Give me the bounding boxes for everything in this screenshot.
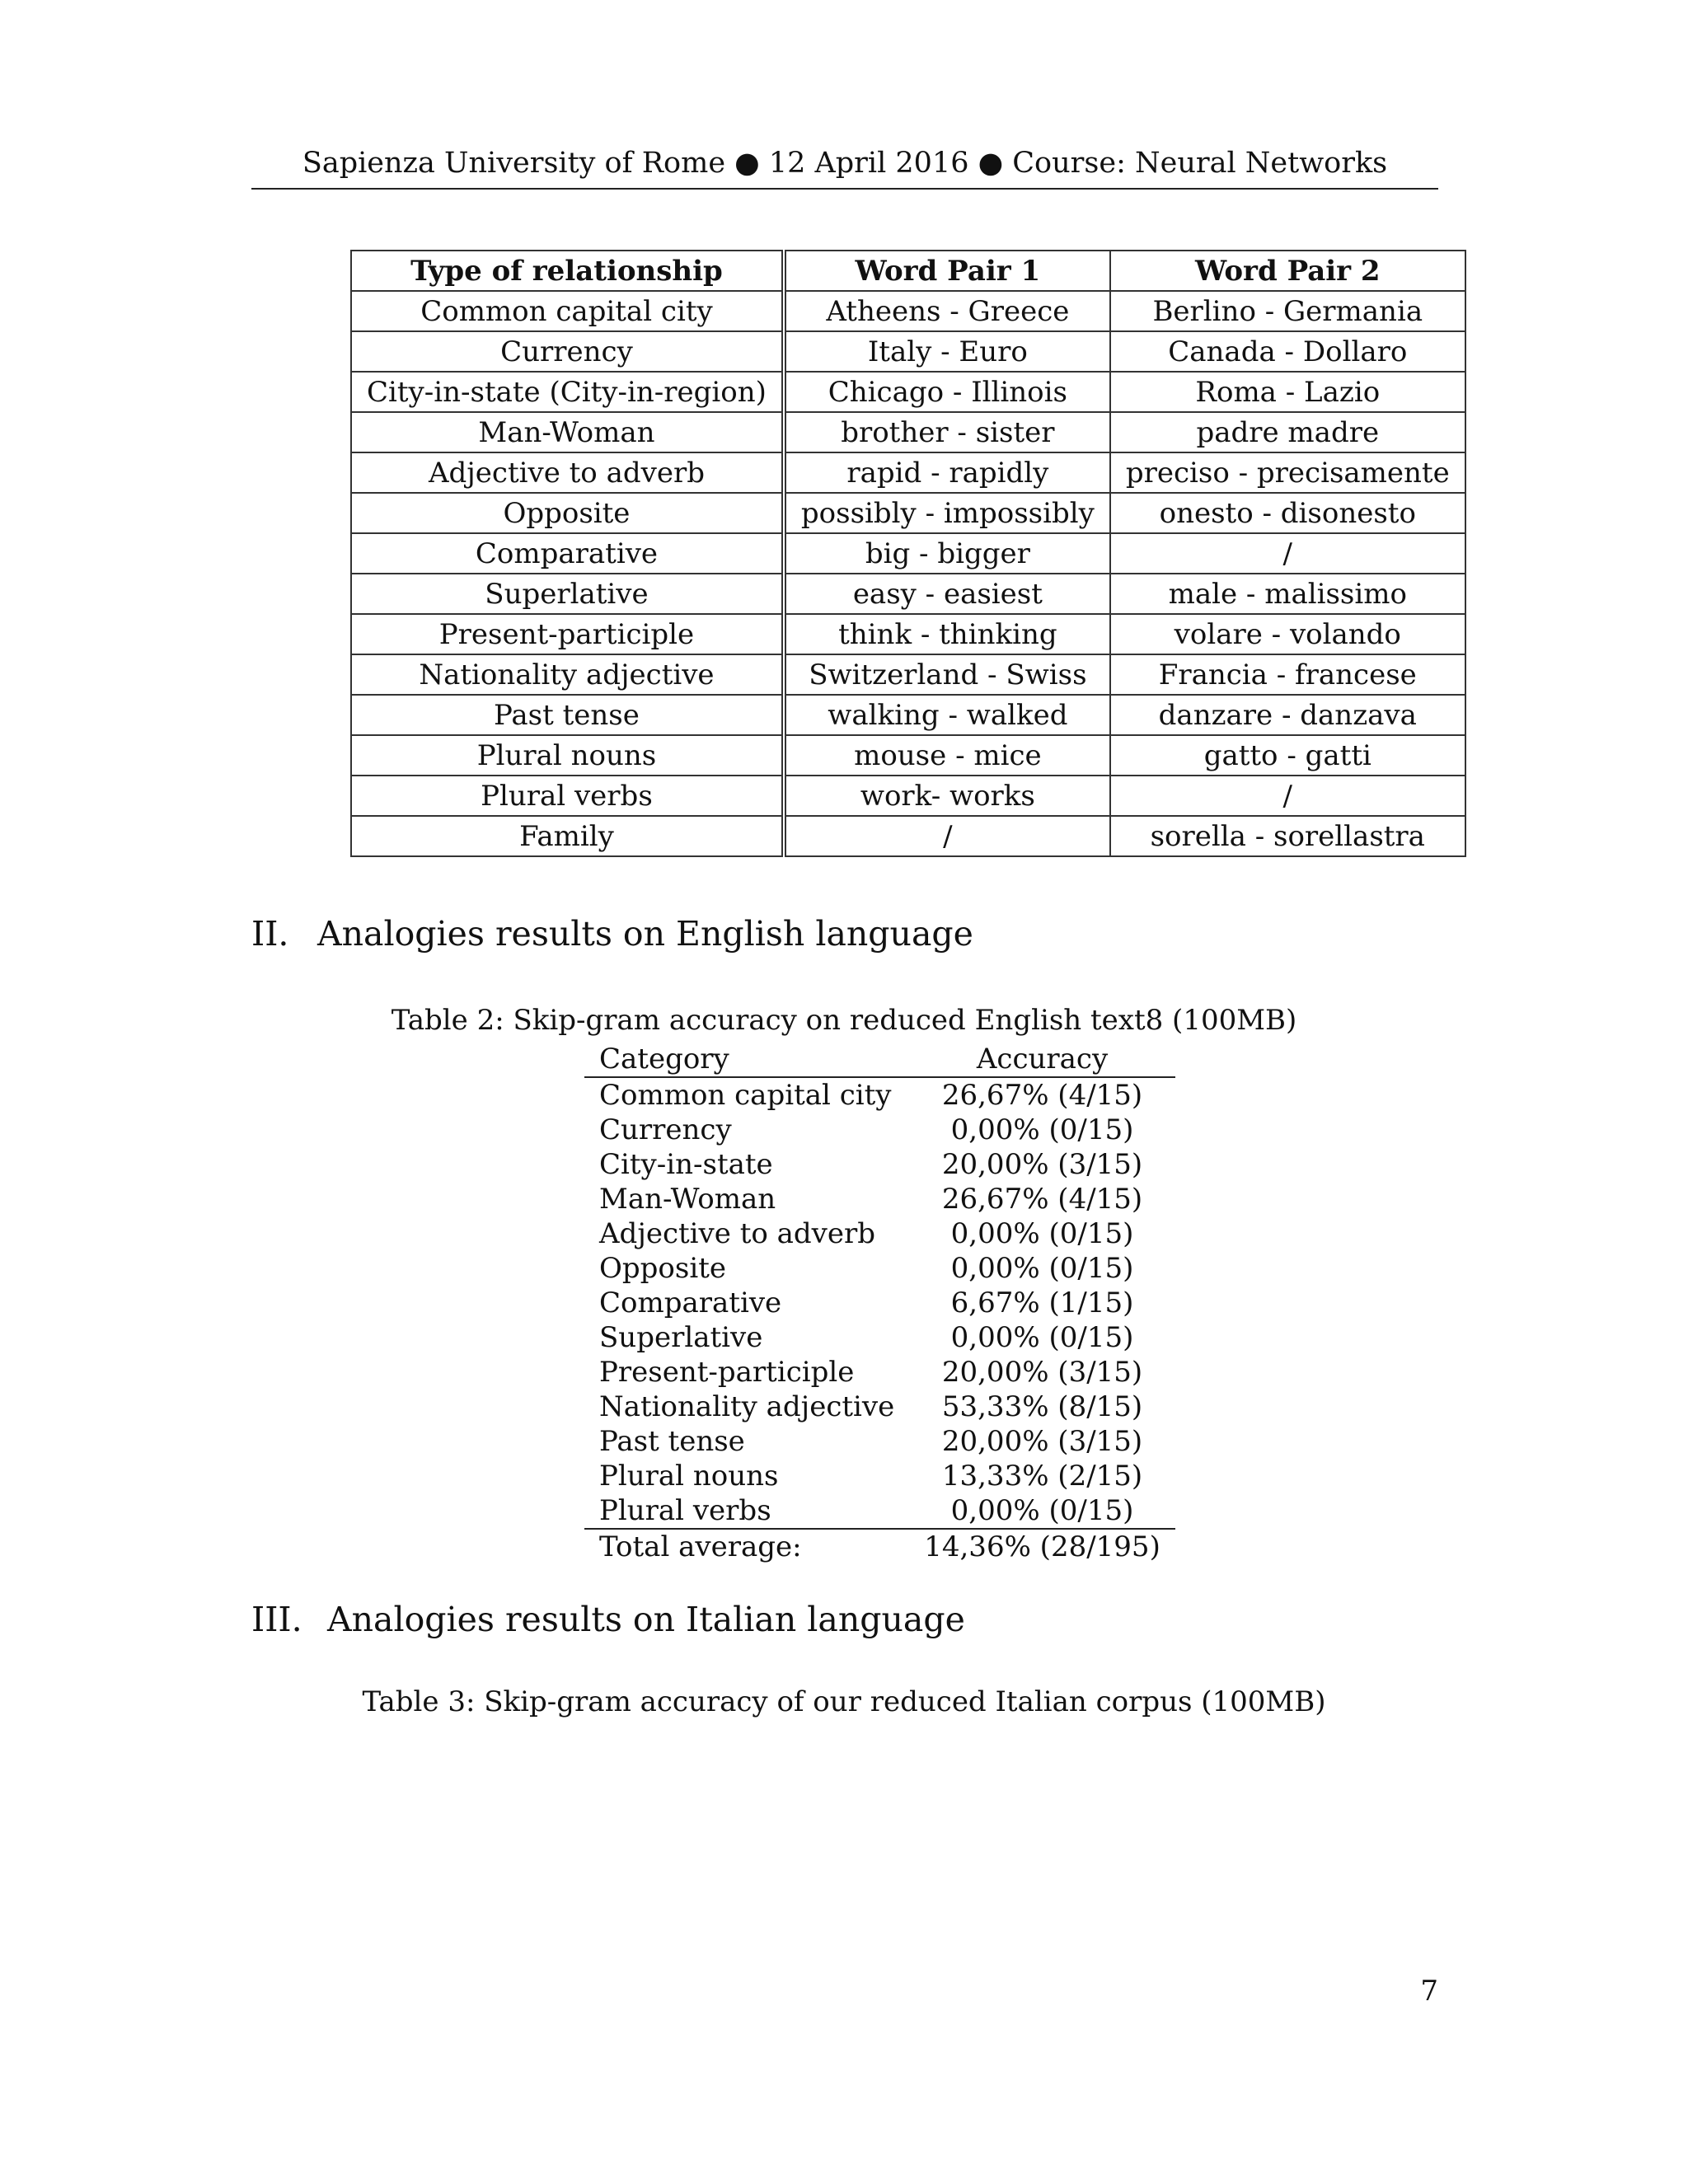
word-pair-1-cell: mouse - mice: [784, 735, 1110, 776]
accuracy-cell: 0,00% (0/15): [950, 1252, 1134, 1285]
word-pair-table-body: [351, 291, 1465, 856]
category-cell: Plural verbs: [599, 1494, 771, 1527]
word-pair-1-cell: Italy - Euro: [784, 331, 1110, 372]
accuracy-cell: 13,33% (2/15): [941, 1460, 1143, 1493]
relationship-cell: Nationality adjective: [351, 654, 784, 695]
section-heading-italian: [251, 1599, 965, 1640]
word-pair-1-cell: big - bigger: [784, 533, 1110, 574]
table-row: [584, 1147, 1175, 1182]
relationship-cell: Plural verbs: [351, 776, 784, 816]
table-row: [584, 1459, 1175, 1493]
relationship-cell: Past tense: [351, 695, 784, 735]
total-value: 14,36% (28/195): [909, 1529, 1175, 1564]
column-header-word-pair-1: Word Pair 1: [784, 251, 1110, 291]
table-row: [351, 493, 1465, 533]
table-row: [351, 695, 1465, 735]
relationship-cell: Common capital city: [351, 291, 784, 331]
category-cell: Common capital city: [599, 1079, 892, 1112]
category-cell: Nationality adjective: [599, 1390, 895, 1423]
word-pair-2-cell: sorella - sorellastra: [1110, 816, 1465, 856]
word-pair-2-cell: preciso - precisamente: [1110, 452, 1465, 493]
word-pair-1-cell: rapid - rapidly: [784, 452, 1110, 493]
table-row: [584, 1286, 1175, 1320]
word-pair-1-cell: walking - walked: [784, 695, 1110, 735]
relationship-cell: City-in-state (City-in-region): [351, 372, 784, 412]
table-row: [351, 291, 1465, 331]
word-pair-2-cell: Francia - francese: [1110, 654, 1465, 695]
word-pair-1-cell: think - thinking: [784, 614, 1110, 654]
word-pair-2-cell: /: [1110, 533, 1465, 574]
accuracy-cell: 0,00% (0/15): [950, 1113, 1134, 1146]
word-pair-2-cell: onesto - disonesto: [1110, 493, 1465, 533]
word-pair-2-cell: Berlino - Germania: [1110, 291, 1465, 331]
category-cell: Present-participle: [599, 1356, 855, 1389]
relationship-cell: Opposite: [351, 493, 784, 533]
category-cell: Comparative: [599, 1286, 782, 1319]
accuracy-cell: 20,00% (3/15): [941, 1356, 1143, 1389]
word-pair-2-cell: danzare - danzava: [1110, 695, 1465, 735]
table-row: [351, 331, 1465, 372]
total-row: [584, 1529, 1175, 1564]
table-header-row: [584, 1042, 1175, 1077]
word-pair-1-cell: possibly - impossibly: [784, 493, 1110, 533]
relationship-cell: Adjective to adverb: [351, 452, 784, 493]
table-row: [351, 654, 1465, 695]
category-cell: Superlative: [599, 1321, 763, 1354]
table-row: [351, 816, 1465, 856]
word-pair-2-cell: /: [1110, 776, 1465, 816]
word-pair-1-cell: Atheens - Greece: [784, 291, 1110, 331]
category-cell: Man-Woman: [599, 1183, 776, 1216]
page-number: 7: [1420, 1975, 1438, 2008]
category-cell: Opposite: [599, 1252, 726, 1285]
relationship-cell: Man-Woman: [351, 412, 784, 452]
table-row: [584, 1355, 1175, 1390]
running-header: Sapienza University of Rome ● 12 April 2016 ● Course: Neural Networks: [251, 145, 1438, 190]
table-row: [584, 1251, 1175, 1286]
table-row: [351, 372, 1465, 412]
section-heading-english: [251, 913, 973, 954]
section-title: Analogies results on English language: [317, 914, 973, 954]
column-header-category: Category: [584, 1042, 909, 1077]
accuracy-cell: 0,00% (0/15): [950, 1217, 1134, 1250]
relationship-cell: Present-participle: [351, 614, 784, 654]
table-caption-english: Table 2: Skip-gram accuracy on reduced English text8 (100MB): [391, 1004, 1297, 1037]
accuracy-cell: 0,00% (0/15): [950, 1321, 1134, 1354]
table-row: [584, 1077, 1175, 1113]
column-header-word-pair-2: Word Pair 2: [1110, 251, 1465, 291]
table-header-row: [351, 251, 1465, 291]
word-pair-table: [350, 250, 1466, 857]
table-row: [351, 574, 1465, 614]
table-row: [584, 1182, 1175, 1216]
table-row: [584, 1216, 1175, 1251]
word-pair-1-cell: easy - easiest: [784, 574, 1110, 614]
table-row: [584, 1493, 1175, 1529]
relationship-cell: Comparative: [351, 533, 784, 574]
column-header-relationship: Type of relationship: [351, 251, 784, 291]
word-pair-2-cell: Roma - Lazio: [1110, 372, 1465, 412]
table-row: [584, 1320, 1175, 1355]
section-title: Analogies results on Italian language: [327, 1600, 965, 1639]
accuracy-cell: 20,00% (3/15): [941, 1148, 1143, 1181]
table-row: [351, 533, 1465, 574]
accuracy-cell: 0,00% (0/15): [950, 1494, 1134, 1527]
table-row: [351, 614, 1465, 654]
section-number: III.: [251, 1600, 302, 1639]
word-pair-1-cell: Switzerland - Swiss: [784, 654, 1110, 695]
word-pair-1-cell: work- works: [784, 776, 1110, 816]
column-header-accuracy: Accuracy: [909, 1042, 1175, 1077]
relationship-cell: Family: [351, 816, 784, 856]
relationship-cell: Currency: [351, 331, 784, 372]
accuracy-cell: 53,33% (8/15): [941, 1390, 1143, 1423]
word-pair-2-cell: male - malissimo: [1110, 574, 1465, 614]
word-pair-1-cell: brother - sister: [784, 412, 1110, 452]
table-row: [351, 776, 1465, 816]
table-row: [584, 1390, 1175, 1424]
total-label: Total average:: [584, 1529, 909, 1564]
relationship-cell: Plural nouns: [351, 735, 784, 776]
category-cell: Past tense: [599, 1425, 745, 1458]
accuracy-cell: 6,67% (1/15): [950, 1286, 1134, 1319]
table-row: [584, 1113, 1175, 1147]
table-row: [351, 412, 1465, 452]
table-caption-italian: Table 3: Skip-gram accuracy of our reduced Italian corpus (100MB): [362, 1685, 1326, 1718]
english-accuracy-table: [584, 1042, 1175, 1564]
table-row: [351, 735, 1465, 776]
table-row: [584, 1424, 1175, 1459]
accuracy-cell: 26,67% (4/15): [941, 1079, 1143, 1112]
section-number: II.: [251, 914, 289, 954]
word-pair-2-cell: padre madre: [1110, 412, 1465, 452]
category-cell: City-in-state: [599, 1148, 773, 1181]
word-pair-2-cell: volare - volando: [1110, 614, 1465, 654]
category-cell: Plural nouns: [599, 1460, 779, 1493]
category-cell: Adjective to adverb: [599, 1217, 876, 1250]
word-pair-2-cell: Canada - Dollaro: [1110, 331, 1465, 372]
word-pair-1-cell: Chicago - Illinois: [784, 372, 1110, 412]
relationship-cell: Superlative: [351, 574, 784, 614]
table-row: [351, 452, 1465, 493]
english-accuracy-table-body: [584, 1077, 1175, 1529]
accuracy-cell: 26,67% (4/15): [941, 1183, 1143, 1216]
category-cell: Currency: [599, 1113, 732, 1146]
accuracy-cell: 20,00% (3/15): [941, 1425, 1143, 1458]
word-pair-2-cell: gatto - gatti: [1110, 735, 1465, 776]
word-pair-1-cell: /: [784, 816, 1110, 856]
